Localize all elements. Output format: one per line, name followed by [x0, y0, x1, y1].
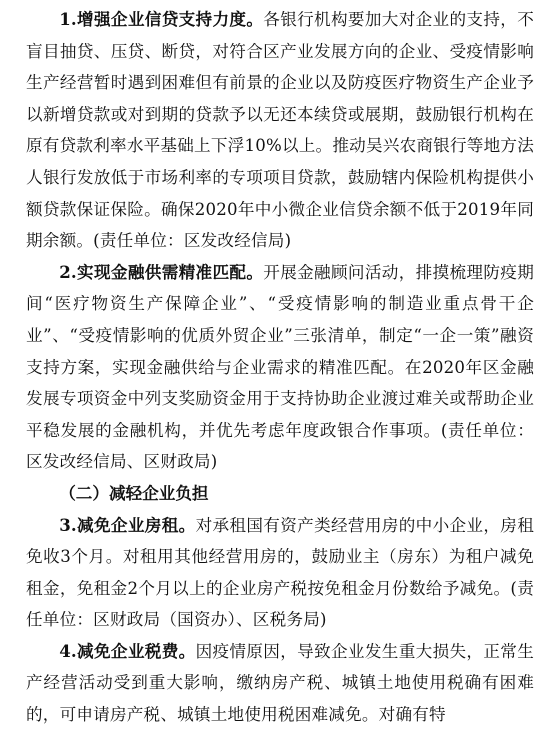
item-heading: 1.增强企业信贷支持力度。 [59, 9, 264, 29]
item-body: 因疫情原因，导致企业发生重大损失，正常生产经营活动受到重大影响，缴纳房产税、城镇土地使用税确有困难的，可申请房产税、城镇土地使用税困难减免。对确有特 [26, 641, 535, 725]
item-heading: 2.实现金融供需精准匹配。 [59, 261, 264, 282]
document-page [0, 4, 550, 725]
paragraph-financial-matching [26, 257, 534, 478]
item-body: 对承租国有资产类经营用房的中小企业，房租免收3个月。对租用其他经营用房的，鼓励业主（房东）为租户减免租金，免租金2个月以上的企业房产税按免租金月份数给予减免。(责任单位：区财政局（国资办）、区税务局) [26, 515, 535, 630]
section-heading: （二）减轻企业负担 [59, 482, 209, 503]
paragraph-tax-reduction [26, 636, 534, 731]
item-heading: 4.减免企业税费。 [59, 640, 196, 661]
item-heading: 3.减免企业房租。 [59, 514, 196, 535]
paragraph-rent-reduction [26, 510, 534, 636]
item-body: 各银行机构要加大对企业的支持，不盲目抽贷、压贷、断贷，对符合区产业发展方向的企业、受疫情影响生产经营暂时遇到困难但有前景的企业以及防疫医疗物资生产企业予以新增贷款或对到期的贷款予以无还本续贷或展期，鼓励银行机构在原有贷款利率水平基础上下浮10%以上。推动吴兴农商银行等地方法人银行发放低于市场利率的专项项目贷款，鼓励辖内保险机构提供小额贷款保证保险。确保2020年中小微企业信贷余额不低于2019年同期余额。(责任单位：区发改经信局) [26, 10, 534, 251]
paragraph-credit-support [26, 4, 534, 257]
item-body: 开展金融顾问活动，排摸梳理防疫期间“医疗物资生产保障企业”、“受疫情影响的制造业重点骨干企业”、“受疫情影响的优质外贸企业”三张清单，制定“一企一策”融资支持方案，实现金融供给与企业需求的精准匹配。在2020年区金融发展专项资金中列支奖励资金用于支持协助企业渡过难关或帮助企业平稳发展的金融机构，并优先考虑年度政银合作事项。(责任单位：区发改经信局、区财政局) [26, 262, 534, 472]
